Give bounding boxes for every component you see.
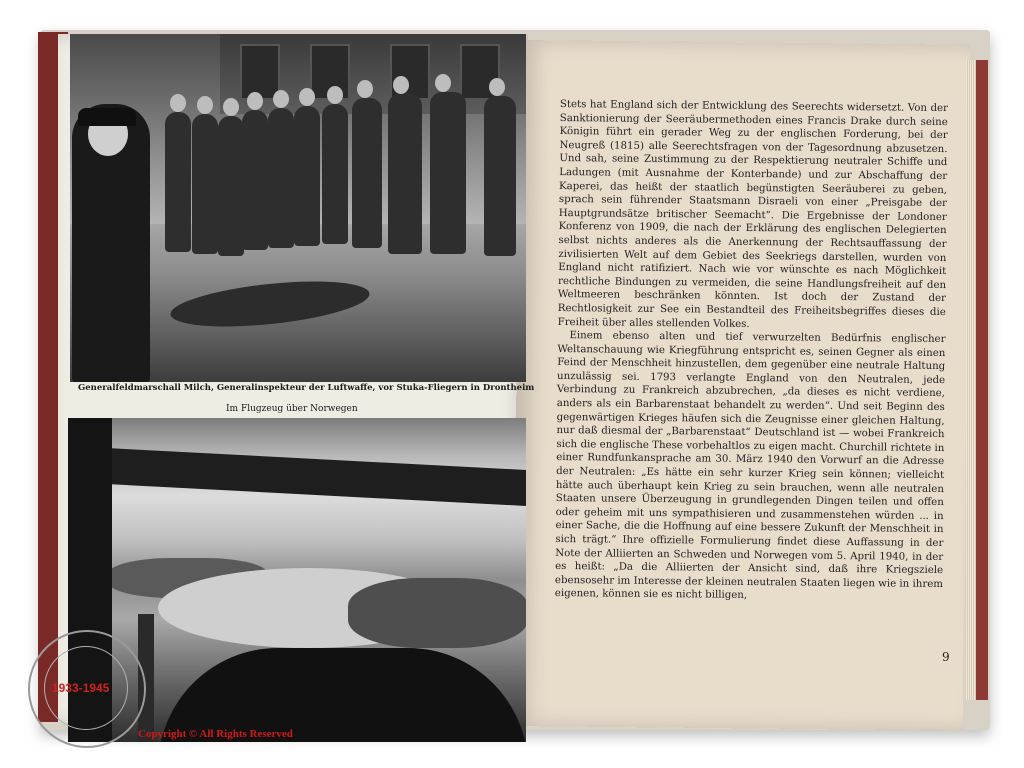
photo-caption-top: Generalfeldmarschall Milch, Generalinspekteur der Luftwaffe, vor Stuka-Fliegern in Drontheim [78,383,535,393]
officer-cap [78,108,136,126]
watermark-years: 1933-1945 [52,681,110,695]
paragraph: Stets hat England sich der Entwicklung des Seerechts widersetzt. Von der Sanktionierung der Seeräubermethoden eines Francis Drake durch seine Königin führt ein gerader Weg zu der englischen Forderung, bei der Neugreß (1815) alle Seerechtsfragen von der Tagesordnung abzusetzen. Und sah, seine Zustimmung zu der Respektierung neutraler Schiffe und Ladungen (mit Ausnahme der Konterbande) und zur Abschaffung der Kaperei, das heißt der staatlich begünstigten Seeräuberei zu geben, sprach sein führender Staatsmann Disraeli von einer „Preisgabe der Hauptgrundsätze britischer Seemacht“. Die Ergebnisse der Londoner Konferenz von 1909, die nach der Erklärung des englischen Delegierten selbst nichts anderes als die Anerkennung der Rechtsauffassung der zivilisierten Welt auf dem Gebiet des Seekriegs darstellen, wurden von England nicht ratifiziert. Nach wie vor wünschte es nach Möglichkeit rechtliche Bindungen zu vermeiden, die seine Handlungsfreiheit auf den Weltmeeren beschränken könnten. Ist doch der Zustand der Rechtlosigkeit zur See ein Bestandteil des Freiheitsbegriffes dieses die Freiheit über alles stellenden Volkes. [557,98,948,330]
photo-caption-bottom: Im Flugzeug über Norwegen [226,404,358,414]
landmass [348,578,526,648]
soldier-figure [242,110,268,250]
body-text [555,98,948,605]
soldier-figure [218,116,244,256]
copyright-notice: Copyright © All Rights Reserved [138,728,293,740]
soldier-figure [352,98,382,248]
photo-officers-lineup [70,34,526,382]
soldier-figure [388,94,422,254]
paragraph: Einem ebenso alten und tief verwurzelten Bedürfnis englischer Weltanschauung wie Kriegführung entspricht es, seinen Gegner als einen Feind der Menschheit hinzustellen, dem gegenüber eine neutrale Haltung unzulässig sei. 1793 verlangte England von den Neutralen, jede Verbindung zu Frankreich abzubrechen, „da dieses es nicht verdiene, anders als ein Barbarenstaat behandelt zu werden“. Und seit Beginn des gegenwärtigen Krieges häufen sich die Zeugnisse einer gleichen Haltung, nur daß diesmal der „Barbarenstaat“ Deutschland ist — wobei Frankreich sich die englische These vorbehaltlos zu eigen macht. Churchill richtete in einer Rundfunkansprache am 30. März 1940 den Vorwurf an die Adresse der Neutralen: „Es hätte ein sehr kurzer Krieg sein können; vielleicht hätte auch überhaupt kein Krieg zu sein brauchen, wenn alle neutralen Staaten unsere Überzeugung in grundlegenden Dingen teilen und offen oder geheim mit uns sympathisieren und zusammenstehen würden ... in einer Sache, die die Hoffnung auf eine bessere Zukunft der Menschheit in sich trägt.“ Ihre offizielle Formulierung findet diese Auffassung in der Note der Alliierten an Schweden und Norwegen vom 5. April 1940, in der es heißt: „Da die Alliierten der Ansicht sind, daß ihre Kriegsziele ebensosehr im Interesse der kleinen neutralen Staaten liegen wie in ihrem eigenen, können sie es nicht billigen, [554,330,946,602]
page-stack [966,60,976,700]
soldier-figure [165,112,191,252]
hangar-window [240,44,280,100]
soldier-figure [322,104,348,244]
soldier-figure [294,106,320,246]
soldier-figure [430,92,466,254]
soldier-figure [484,96,516,256]
soldier-figure [192,114,218,254]
cockpit-frame [68,446,526,506]
page-number: 9 [942,650,950,664]
soldier-figure [268,108,294,248]
